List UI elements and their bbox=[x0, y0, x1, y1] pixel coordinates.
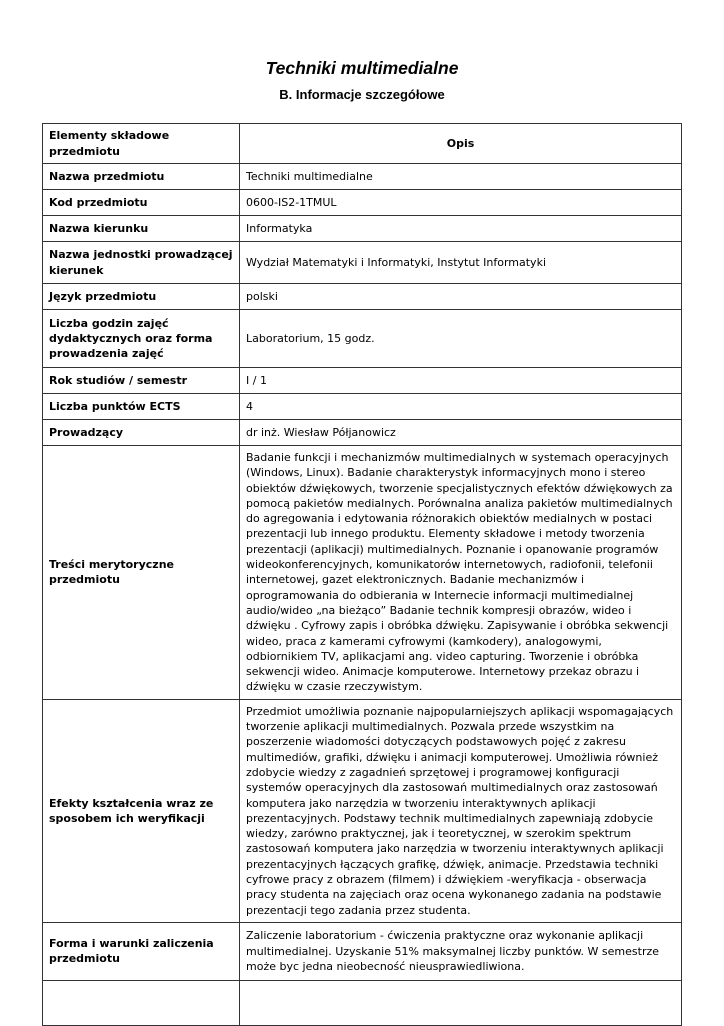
row-label: Nazwa kierunku bbox=[43, 216, 240, 242]
row-label: Nazwa jednostki prowadzącej kierunek bbox=[43, 242, 240, 284]
header-opis-cell: Opis bbox=[240, 124, 682, 164]
row-label: Liczba punktów ECTS bbox=[43, 394, 240, 420]
row-label: Liczba godzin zajęć dydaktycznych oraz forma prowadzenia zajęć bbox=[43, 310, 240, 368]
table-row bbox=[43, 164, 682, 190]
row-label: Efekty kształcenia wraz ze sposobem ich weryfikacji bbox=[43, 699, 240, 922]
table-row bbox=[43, 190, 682, 216]
row-value: I / 1 bbox=[240, 368, 682, 394]
row-value: Techniki multimedialne bbox=[240, 164, 682, 190]
row-label: Nazwa przedmiotu bbox=[43, 164, 240, 190]
table-row bbox=[43, 420, 682, 446]
row-value: Przedmiot umożliwia poznanie najpopularniejszych aplikacji wspomagających tworzenie aplikacji multimedialnych. Pozwala przede wszystkim na poszerzenie wiadomości dotyczących podstawowych pojęć z zakresu multimediów, grafiki, dźwięku i animacji komputerowej. Umożliwia również zdobycie wiedzy z zagadnień sprzętowej i programowej konfiguracji systemów operacyjnych dla zastosowań multimedialnych oraz zastosowań komputera jako narzędzia w tworzeniu interaktywnych aplikacji prezentacyjnych. Podstawy technik multimedialnych zapewniają zdobycie wiedzy, zarówno praktycznej, jak i teoretycznej, w szerokim spektrum zastosowań komputera jako narzędzia w tworzeniu interaktywnych aplikacji prezentacyjnych łączących grafikę, dźwięk, animacje. Przedstawia techniki cyfrowe pracy z obrazem (filmem) i dźwiękiem -weryfikacja - obserwacja pracy studenta na zajęciach oraz ocena wykonanego zadania na podstawie prezentacji tego zadania przez studenta. bbox=[240, 699, 682, 922]
table-row bbox=[43, 394, 682, 420]
row-label: Język przedmiotu bbox=[43, 284, 240, 310]
row-value: dr inż. Wiesław Półjanowicz bbox=[240, 420, 682, 446]
row-value: 0600-IS2-1TMUL bbox=[240, 190, 682, 216]
row-value: Zaliczenie laboratorium - ćwiczenia praktyczne oraz wykonanie aplikacji multimedialnej. Uzyskanie 51% maksymalnej liczby punktów. W semestrze może byc jedna nieobecność nieusprawiedliwiona. bbox=[240, 922, 682, 980]
table-row bbox=[43, 368, 682, 394]
row-value: 4 bbox=[240, 394, 682, 420]
row-value: Wydział Matematyki i Informatyki, Instytut Informatyki bbox=[240, 242, 682, 284]
row-value-empty bbox=[240, 980, 682, 1025]
document-subtitle: B. Informacje szczegółowe bbox=[279, 87, 445, 102]
table-row bbox=[43, 922, 682, 980]
row-value: Laboratorium, 15 godz. bbox=[240, 310, 682, 368]
table-row-continued bbox=[43, 980, 682, 1025]
row-value: Badanie funkcji i mechanizmów multimedialnych w systemach operacyjnych (Windows, Linux). Badanie charakterystyk informacyjnych mono i stereo obiektów dźwiękowych, tworzenie specjalistycznych efektów dźwiękowych za pomocą pakietów medialnych. Porównalna analiza pakietów multimedialnych do agregowania i edytowania różnorakich obiektów medialnych w postaci prezentacji lub innego produktu. Elementy składowe i metody tworzenia prezentacji (aplikacji) multimedialnych. Poznanie i opanowanie programów wideokonferencyjnych, komunikatorów internetowych, radiofonii, telefonii internetowej, gazet elektronicznych. Badanie mechanizmów i oprogramowania do odbierania w Internecie informacji multimedialnej audio/wideo „na bieżąco” Badanie technik kompresji obrazów, wideo i dźwięku . Cyfrowy zapis i obróbka dźwięku. Zapisywanie i obróbka sekwencji wideo, praca z kamerami cyfrowymi (kamkodery), analogowymi, odbiornikiem TV, aplikacjami ang. video capturing. Tworzenie i obróbka sekwencji wideo. Animacje komputerowe. Internetowy przekaz obrazu i dźwięku w czasie rzeczywistym. bbox=[240, 446, 682, 700]
row-value: Informatyka bbox=[240, 216, 682, 242]
table-row bbox=[43, 699, 682, 922]
table-row bbox=[43, 242, 682, 284]
table-row bbox=[43, 216, 682, 242]
course-details-table bbox=[42, 123, 682, 1026]
row-label: Prowadzący bbox=[43, 420, 240, 446]
row-value: polski bbox=[240, 284, 682, 310]
row-label: Kod przedmiotu bbox=[43, 190, 240, 216]
row-label: Rok studiów / semestr bbox=[43, 368, 240, 394]
row-label: Treści merytoryczne przedmiotu bbox=[43, 446, 240, 700]
document-title: Techniki multimedialne bbox=[265, 58, 459, 78]
row-label: Forma i warunki zaliczenia przedmiotu bbox=[43, 922, 240, 980]
table-row bbox=[43, 310, 682, 368]
table-row bbox=[43, 446, 682, 700]
table-header-row bbox=[43, 124, 682, 164]
table-row bbox=[43, 284, 682, 310]
row-label-empty bbox=[43, 980, 240, 1025]
header-elements-cell: Elementy składowe przedmiotu bbox=[43, 124, 240, 164]
